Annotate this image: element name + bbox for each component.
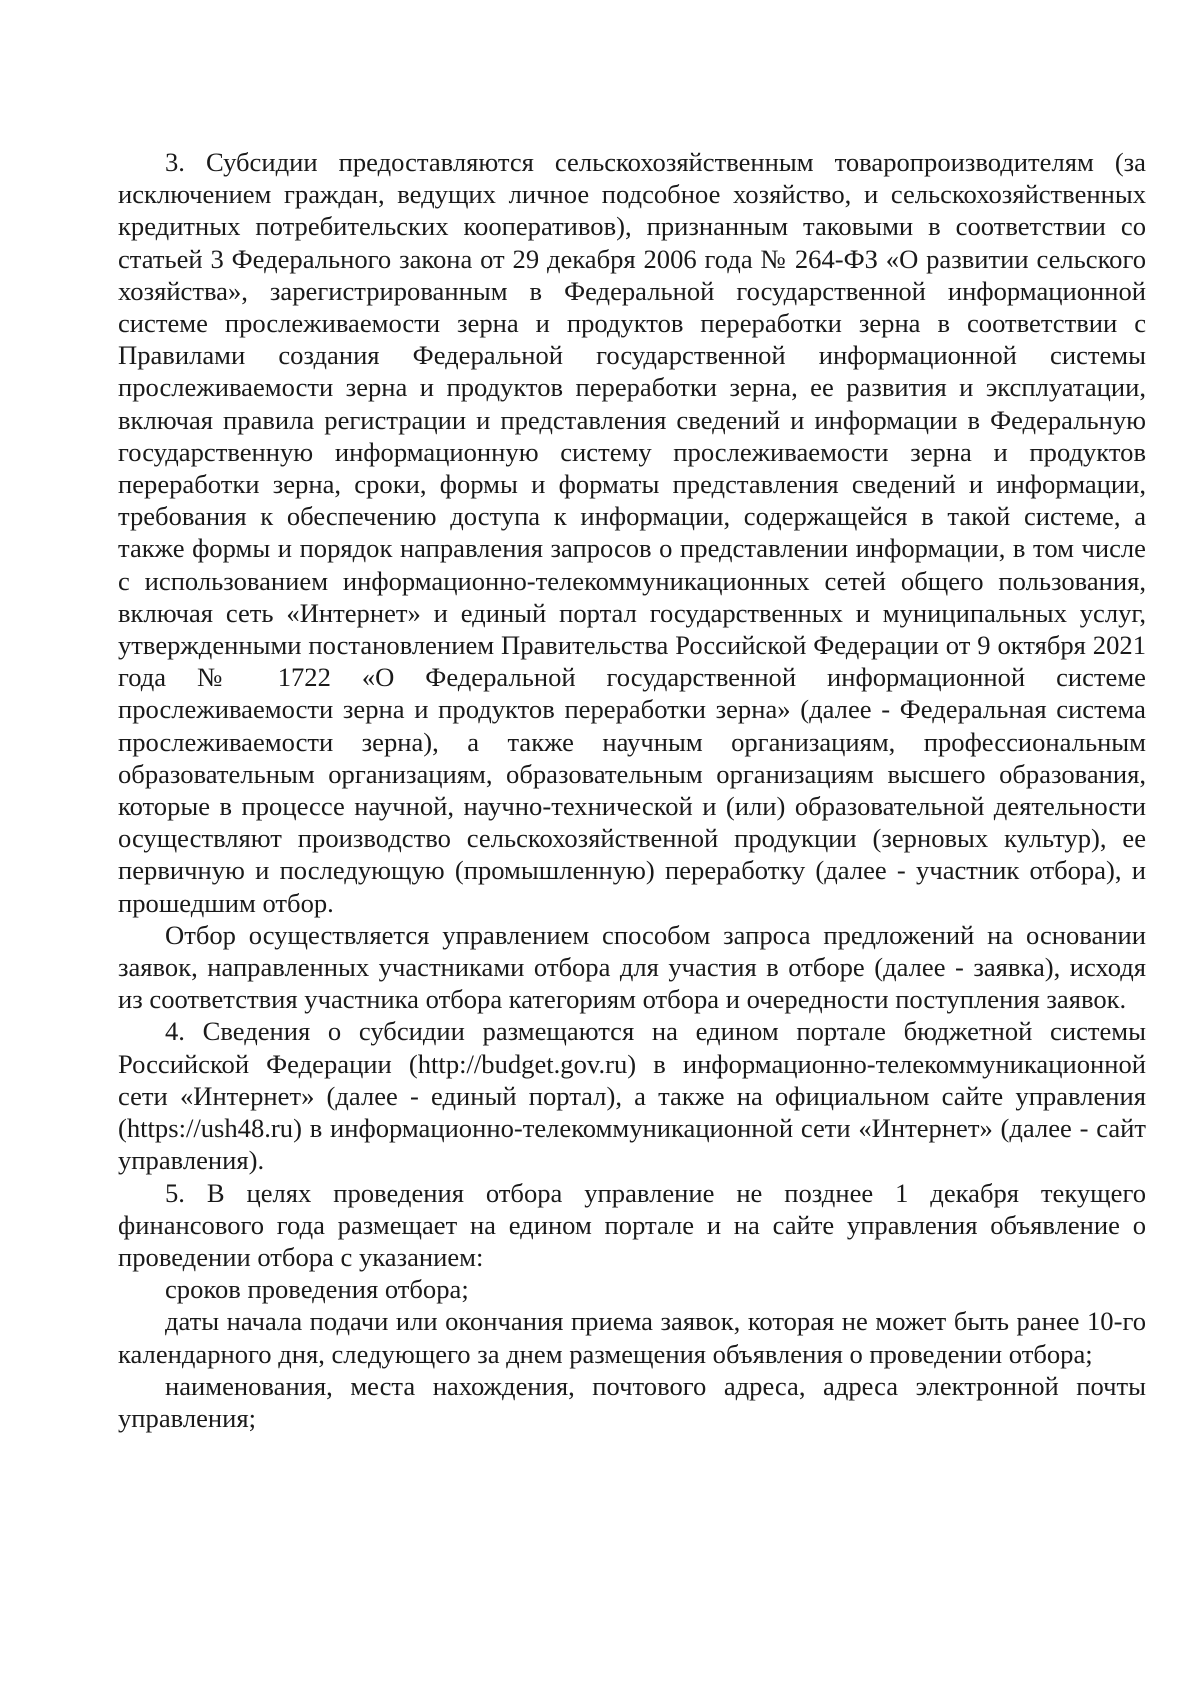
paragraph-item-3-subsidies-recipients: 3. Субсидии предоставляются сельскохозяйственным товаропроизводителям (за исключением граждан, ведущих личное подсобное хозяйство, и сельскохозяйственных кредитных потребительских кооперативов), признанным таковыми в соответствии со статьей 3 Федерального закона от 29 декабря 2006 года № 264-ФЗ «О развитии сельского хозяйства», зарегистрированным в Федеральной государственной информационной системе прослеживаемости зерна и продуктов переработки зерна в соответствии с Правилами создания Федеральной государственной информационной системы прослеживаемости зерна и продуктов переработки зерна, ее развития и эксплуатации, включая правила регистрации и представления сведений и информации в Федеральную государственную информационную систему прослеживаемости зерна и продуктов переработки зерна, сроки, формы и форматы представления сведений и информации, требования к обеспечению доступа к информации, содержащейся в такой системе, а также формы и порядок направления запросов о представлении информации, в том числе с использованием информационно-телекоммуникационных сетей общего пользования, включая сеть «Интернет» и единый портал государственных и муниципальных услуг, утвержденными постановлением Правительства Российской Федерации от 9 октября 2021 года № 1722 «О Федеральной государственной информационной системе прослеживаемости зерна и продуктов переработки зерна» (далее - Федеральная система прослеживаемости зерна), а также научным организациям, профессиональным образовательным организациям, образовательным организациям высшего образования, которые в процессе научной, научно-технической и (или) образовательной деятельности осуществляют производство сельскохозяйственной продукции (зерновых культур), ее первичную и последующую (промышленную) переработку (далее - участник отбора), и прошедшим отбор.: [118, 147, 1146, 918]
paragraph-application-dates: даты начала подачи или окончания приема заявок, которая не может быть ранее 10-го календарного дня, следующего за днем размещения объявления о проведении отбора;: [118, 1306, 1146, 1369]
paragraph-item-5-selection-announcement: 5. В целях проведения отбора управление не позднее 1 декабря текущего финансового года размещает на едином портале и на сайте управления объявление о проведении отбора с указанием:: [118, 1177, 1146, 1272]
paragraph-selection-terms: сроков проведения отбора;: [165, 1274, 469, 1305]
paragraph-selection-method: Отбор осуществляется управлением способом запроса предложений на основании заявок, направленных участниками отбора для участия в отборе (далее - заявка), исходя из соответствия участника отбора категориям отбора и очередности поступления заявок.: [118, 919, 1146, 1015]
document-page: [118, 146, 1146, 1434]
paragraph-management-contacts: наименования, места нахождения, почтового адреса, адреса электронной почты управления;: [118, 1370, 1146, 1433]
paragraph-item-4-subsidy-information: 4. Сведения о субсидии размещаются на едином портале бюджетной системы Российской Федерации (http://budget.gov.ru) в информационно-телекоммуникационной сети «Интернет» (далее - единый портал), а также на официальном сайте управления (https://ush48.ru) в информационно-телекоммуникационной сети «Интернет» (далее - сайт управления).: [118, 1016, 1146, 1176]
